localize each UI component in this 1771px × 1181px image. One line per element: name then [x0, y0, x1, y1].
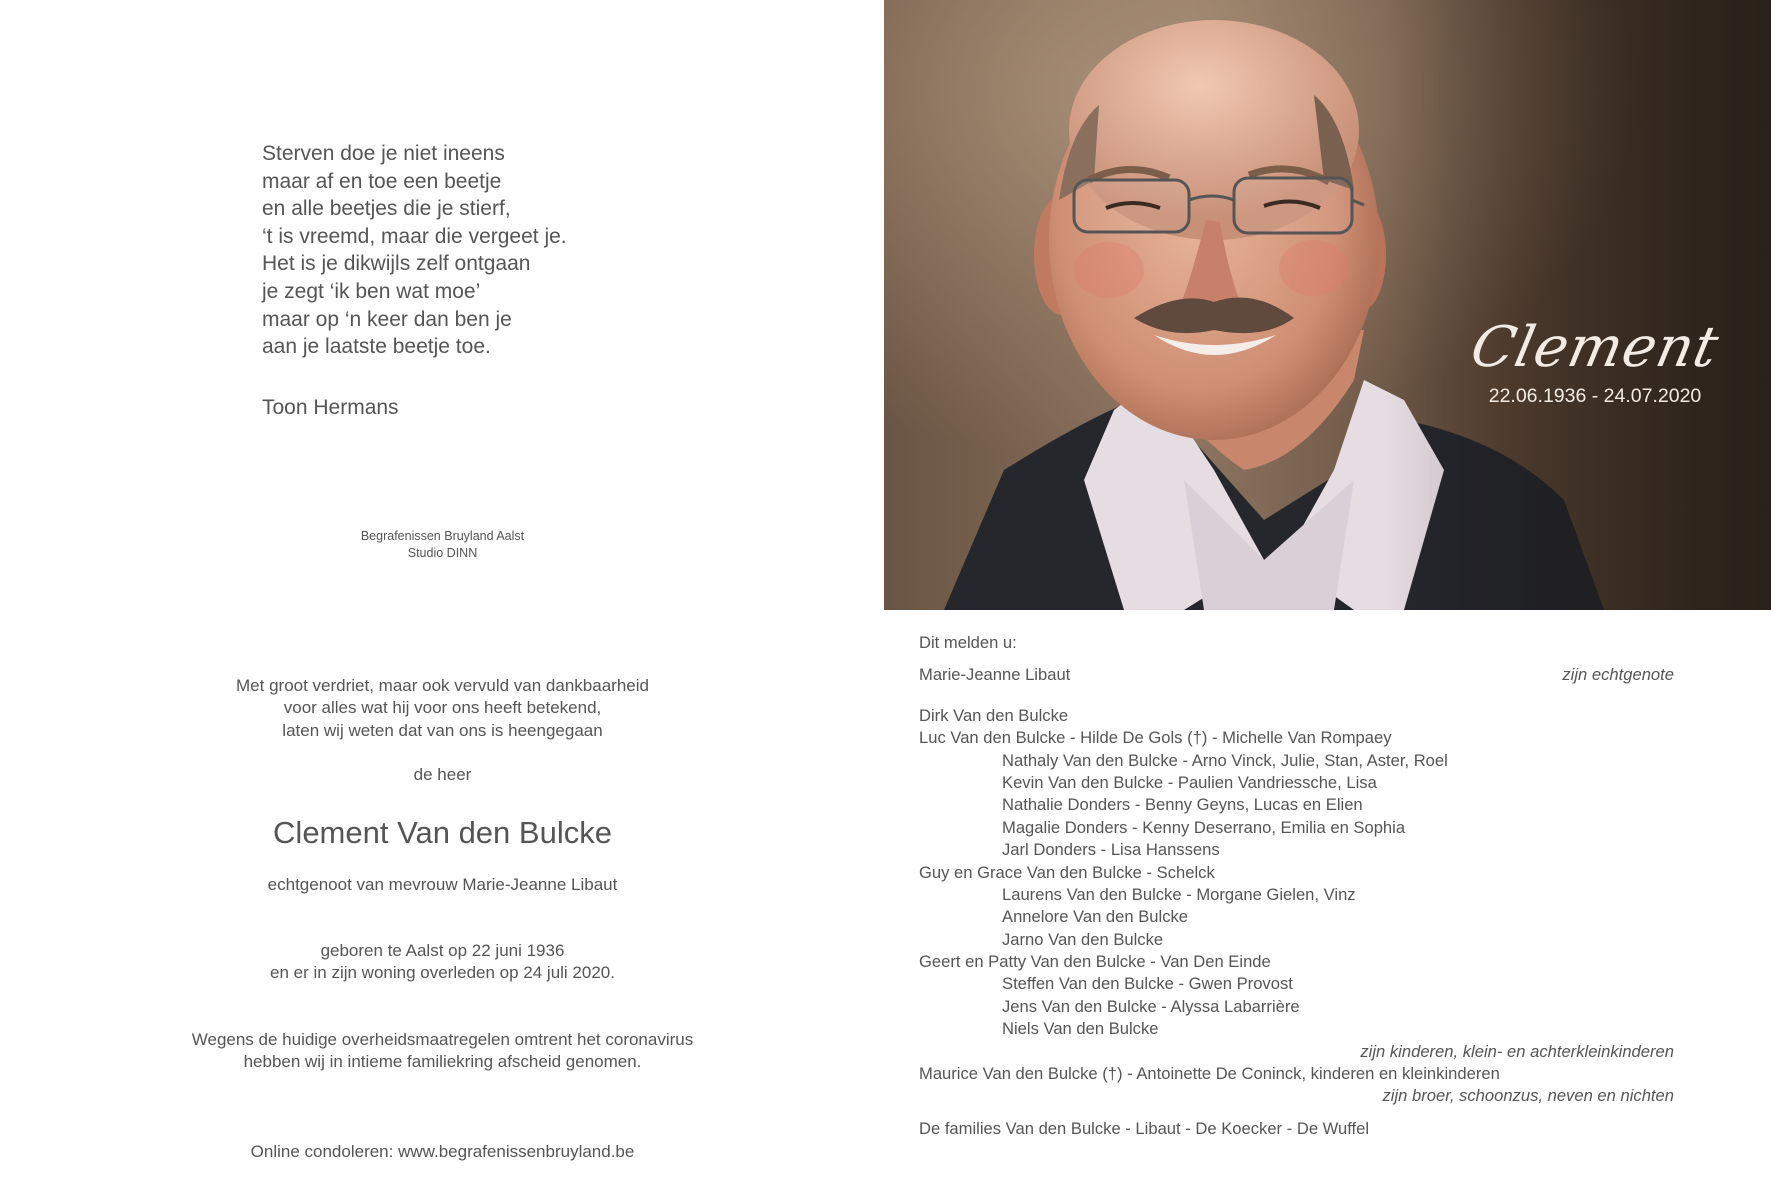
- poem-line: en alle beetjes die je stierf,: [262, 197, 511, 221]
- grandchild: Magalie Donders - Kenny Deserrano, Emilia en Sophia: [1002, 817, 1406, 837]
- family-heading: Dit melden u:: [919, 633, 1017, 652]
- credits-studio: Studio DINN: [407, 546, 478, 560]
- credits-funeral-home: Begrafenissen Bruyland Aalst: [360, 529, 525, 543]
- grandchild: Annelore Van den Bulcke: [1002, 907, 1189, 927]
- deceased-name-text: Clement Van den Bulcke: [273, 815, 612, 850]
- honorific: [160, 764, 725, 786]
- portrait-photo: [884, 0, 1771, 610]
- covid-line: Wegens de huidige overheidsmaatregelen omtrent het coronavirus: [191, 1030, 694, 1049]
- signature-name: Clement: [1465, 315, 1725, 380]
- poem-line: aan je laatste beetje toe.: [262, 335, 491, 359]
- grandchild: Niels Van den Bulcke: [1002, 1019, 1159, 1039]
- grandchild: Nathaly Van den Bulcke - Arno Vinck, Julie, Stan, Aster, Roel: [1002, 750, 1448, 770]
- intro-line: voor alles wat hij voor ons heeft betekend,: [283, 698, 602, 718]
- child-geert: Geert en Patty Van den Bulcke - Van Den Einde: [919, 952, 1271, 972]
- life-dates: 22.06.1936 - 24.07.2020: [1488, 385, 1702, 407]
- families-row: De families Van den Bulcke - Libaut - De Koecker - De Wuffel: [919, 1118, 1370, 1138]
- poem-line: ‘t is vreemd, maar die vergeet je.: [262, 224, 567, 248]
- grandchild: Kevin Van den Bulcke - Paulien Vandriessche, Lisa: [1002, 772, 1377, 792]
- wife-relation: zijn echtgenote: [1562, 665, 1674, 685]
- covid-notice: [160, 1029, 725, 1074]
- poem-line: maar op ‘n keer dan ben je: [262, 307, 512, 331]
- child-luc: Luc Van den Bulcke - Hilde De Gols (†) - Michelle Van Rompaey: [919, 728, 1392, 748]
- online-condolences: [160, 1141, 725, 1163]
- online-condolences-text: Online condoleren: www.begrafenissenbruyland.be: [250, 1142, 635, 1161]
- spouse-text: echtgenoot van mevrouw Marie-Jeanne Libaut: [267, 875, 618, 894]
- deceased-name: [160, 815, 725, 851]
- poem: [262, 140, 567, 361]
- grandchild: Steffen Van den Bulcke - Gwen Provost: [1002, 974, 1293, 994]
- portrait-illustration: [884, 0, 1771, 610]
- honorific-text: de heer: [413, 765, 472, 784]
- covid-line: hebben wij in intieme familiekring afscheid genomen.: [243, 1052, 642, 1072]
- grandchild: Nathalie Donders - Benny Geyns, Lucas en Elien: [1002, 795, 1363, 815]
- child-dirk: Dirk Van den Bulcke: [919, 705, 1069, 725]
- grandchild: Jens Van den Bulcke - Alyssa Labarrière: [1002, 996, 1300, 1016]
- children-relation: zijn kinderen, klein- en achterkleinkinderen: [1360, 1041, 1674, 1061]
- intro-text: [160, 675, 725, 742]
- grandchild: Laurens Van den Bulcke - Morgane Gielen, Vinz: [1002, 884, 1356, 904]
- wife-name: Marie-Jeanne Libaut: [919, 665, 1071, 685]
- death-line: en er in zijn woning overleden op 24 juli 2020.: [270, 963, 615, 983]
- brother-row: Maurice Van den Bulcke (†) - Antoinette De Coninck, kinderen en kleinkinderen: [919, 1064, 1500, 1084]
- poem-line: Het is je dikwijls zelf ontgaan: [262, 252, 531, 276]
- grandchild: Jarl Donders - Lisa Hanssens: [1002, 840, 1220, 860]
- poem-line: maar af en toe een beetje: [262, 169, 502, 193]
- credits: [300, 528, 585, 562]
- intro-line: Met groot verdriet, maar ook vervuld van dankbaarheid: [236, 676, 649, 695]
- spouse-line: [160, 874, 725, 896]
- birth-death-text: [160, 940, 725, 985]
- intro-line: laten wij weten dat van ons is heengegaan: [282, 720, 603, 740]
- brother-relation: zijn broer, schoonzus, neven en nichten: [1382, 1086, 1674, 1106]
- child-guy: Guy en Grace Van den Bulcke - Schelck: [919, 862, 1215, 882]
- grandchild: Jarno Van den Bulcke: [1002, 929, 1164, 949]
- birth-line: geboren te Aalst op 22 juni 1936: [320, 941, 565, 960]
- family-list: [919, 632, 1674, 1140]
- family-row-wife: [919, 664, 1674, 686]
- poem-author: Toon Hermans: [262, 396, 399, 419]
- poem-line: je zegt ‘ik ben wat moe’: [262, 279, 481, 303]
- poem-line: Sterven doe je niet ineens: [262, 142, 505, 165]
